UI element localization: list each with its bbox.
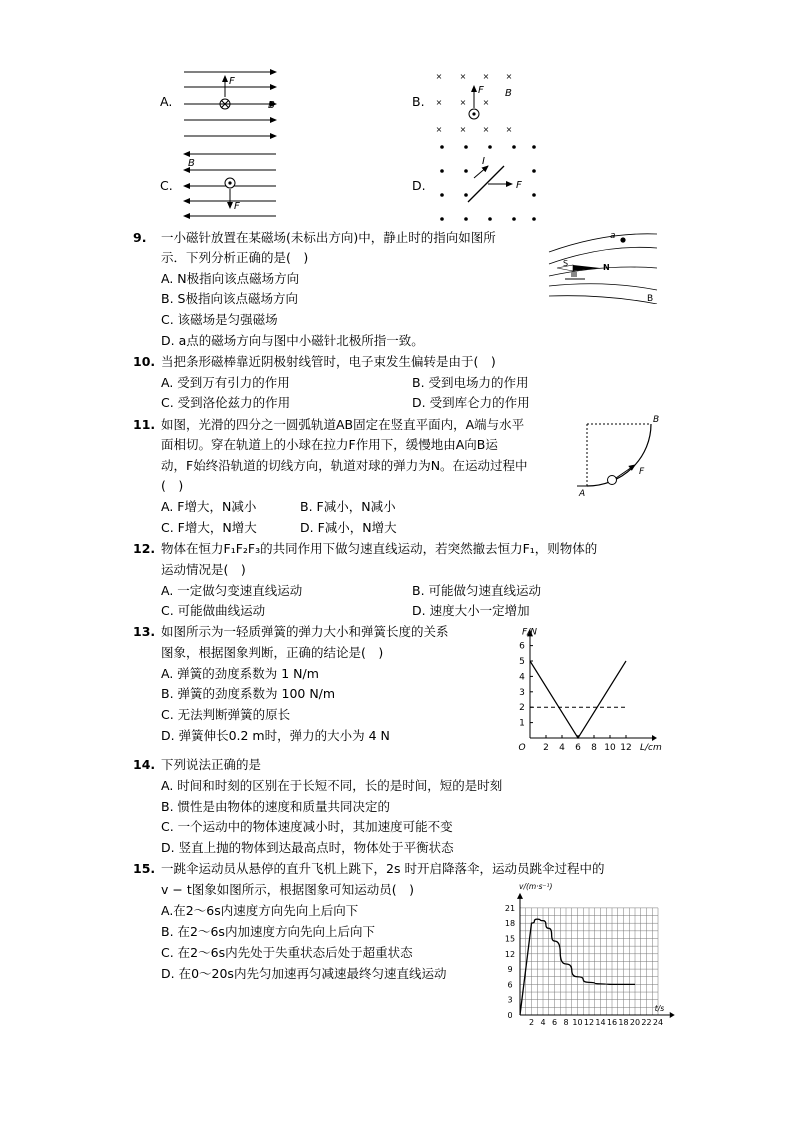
option-b: B. 可能做匀速直线运动 [412, 583, 542, 598]
origin-label: 0 [507, 1011, 513, 1020]
y-tick-label: 12 [504, 949, 516, 959]
x-tick-label: 12 [620, 743, 632, 753]
fig-option-a [160, 62, 290, 147]
y-tick-label: 21 [504, 903, 516, 913]
option-b-label: B. [412, 94, 425, 109]
svg-text:×: × [435, 98, 443, 107]
velocity-time-chart [498, 880, 680, 1030]
option-c-label: C. [160, 178, 173, 193]
magnetic-field-figure [545, 224, 660, 304]
svg-text:×: × [435, 72, 443, 81]
y-tick-label: 5 [519, 657, 525, 667]
question-number: 15. [133, 861, 156, 876]
force-label: F [229, 76, 235, 87]
option-b: B. 弹簧的劲度系数为 100 N/m [161, 686, 336, 701]
x-tick-label: 14 [595, 1018, 606, 1027]
option-c: C. 该磁场是匀强磁场 [161, 312, 278, 327]
force-label: F [516, 180, 522, 191]
question-stem: 如图，光滑的四分之一圆弧轨道AB固定在竖直平面内，A端与水平 [161, 417, 525, 432]
svg-text:×: × [482, 98, 490, 107]
point-b-label: B [647, 294, 654, 304]
question-stem: 下列说法正确的是 [161, 757, 262, 772]
question-number: 14. [133, 757, 156, 772]
question-stem: 物体在恒力F₁F₂F₃的共同作用下做匀速直线运动，若突然撤去恒力F₁，则物体的 [161, 541, 598, 556]
force-label: F [639, 467, 645, 477]
y-tick-label: 6 [507, 980, 513, 990]
x-tick-label: 8 [563, 1018, 569, 1027]
point-a-label: a [610, 231, 616, 241]
option-a: A. 弹簧的劲度系数为 1 N/m [161, 666, 319, 681]
option-d: D. 竖直上抛的物体到达最高点时，物体处于平衡状态 [161, 840, 454, 855]
question-stem: 如图所示为一轻质弹簧的弹力大小和弹簧长度的关系 [161, 624, 449, 639]
force-label: F [234, 201, 240, 212]
option-c: C. F增大，N增大 [161, 520, 257, 535]
diagram-d [412, 140, 542, 225]
x-tick-label: 16 [606, 1018, 618, 1027]
question-number: 13. [133, 624, 156, 639]
y-tick-label: 15 [504, 934, 516, 944]
option-a-label: A. [160, 94, 173, 109]
question-stem: 运动情况是( ) [161, 562, 246, 577]
series-line [530, 661, 626, 738]
option-d: D. 速度大小一定增加 [412, 603, 530, 618]
svg-text:×: × [505, 125, 513, 134]
x-axis-label: t/s [654, 1004, 665, 1013]
svg-text:×: × [482, 72, 490, 81]
svg-text:×: × [459, 98, 467, 107]
force-label: F [478, 85, 484, 96]
question-stem: 示．下列分析正确的是( ) [161, 250, 309, 265]
x-tick-label: 2 [528, 1018, 535, 1027]
diagram-b [412, 68, 542, 138]
x-tick-label: 24 [652, 1018, 664, 1027]
x-tick-label: 22 [641, 1018, 652, 1027]
x-tick-label: 10 [604, 743, 616, 753]
option-d: D. F减小，N增大 [300, 520, 397, 535]
question-stem: 一跳伞运动员从悬停的直升飞机上跳下，2s 时开启降落伞，运动员跳伞过程中的 [161, 861, 605, 876]
x-tick-label: 12 [583, 1018, 595, 1027]
option-a: A.在2～6s内速度方向先向上后向下 [161, 903, 359, 918]
question-number: 9. [133, 230, 147, 245]
y-axis-label: v/(m·s⁻¹) [519, 882, 553, 891]
x-tick-label: 18 [618, 1018, 629, 1027]
fig-option-d [412, 140, 542, 225]
field-label: B [188, 158, 195, 169]
point-a-label: A [579, 489, 586, 499]
x-axis-label: L/cm [640, 743, 662, 753]
y-axis-label: F/N [522, 627, 537, 638]
field-label: B [505, 88, 512, 99]
question-stem: ( ) [161, 478, 184, 493]
y-tick-label: 1 [519, 718, 525, 729]
y-tick-label: 3 [519, 687, 525, 698]
x-tick-label: 6 [551, 1018, 558, 1027]
option-a: A. F增大，N减小 [161, 499, 257, 514]
option-d: D. 在0～20s内先匀加速再匀减速最终匀速直线运动 [161, 966, 447, 981]
option-b: B. 在2～6s内加速度方向先向上后向下 [161, 924, 375, 939]
option-b: B. 惯性是由物体的速度和质量共同决定的 [161, 799, 391, 814]
question-number: 11. [133, 417, 156, 432]
option-d: D. 受到库仑力的作用 [412, 395, 530, 410]
north-pole-label: N [603, 263, 610, 272]
option-b: B. 受到电场力的作用 [412, 375, 529, 390]
option-c: C. 在2～6s内先处于失重状态后处于超重状态 [161, 945, 413, 960]
question-stem: v − t图象如图所示，根据图象可知运动员( ) [161, 882, 414, 897]
question-number: 12. [133, 541, 156, 556]
point-b-label: B [653, 415, 660, 425]
svg-text:×: × [435, 125, 443, 134]
x-tick-label: 4 [559, 743, 565, 753]
spring-force-chart [500, 620, 665, 755]
question-stem: 图象，根据图象判断，正确的结论是( ) [161, 645, 384, 660]
y-axis-arrow [517, 893, 523, 899]
fig-option-b [412, 68, 542, 138]
origin-label: O [518, 743, 526, 753]
arc-track-figure [575, 412, 665, 500]
option-d: D. 弹簧伸长0.2 m时，弹力的大小为 4 N [161, 728, 390, 743]
option-a: A. 时间和时刻的区别在于长短不同，长的是时间，短的是时刻 [161, 778, 503, 793]
option-b: B. F减小，N减小 [300, 499, 396, 514]
option-b: B. S极指向该点磁场方向 [161, 291, 298, 306]
question-stem: 面相切。穿在轨道上的小球在拉力F作用下，缓慢地由A向B运 [161, 437, 498, 452]
x-tick-label: 10 [572, 1018, 583, 1027]
current-label: I [482, 156, 485, 167]
y-tick-label: 2 [519, 703, 525, 714]
svg-text:×: × [459, 72, 467, 81]
option-c: C. 无法判断弹簧的原长 [161, 707, 291, 722]
question-stem: 一小磁针放置在某磁场(未标出方向)中，静止时的指向如图所 [161, 230, 496, 245]
option-a: A. N极指向该点磁场方向 [161, 271, 300, 286]
fig-option-c [160, 150, 290, 222]
diagram-c [160, 150, 290, 222]
x-tick-label: 4 [540, 1018, 546, 1027]
svg-text:×: × [459, 125, 467, 134]
option-d: D. a点的磁场方向与图中小磁针北极所指一致。 [161, 333, 424, 348]
svg-text:×: × [505, 72, 513, 81]
y-tick-label: 6 [519, 641, 525, 652]
x-axis-arrow [670, 1012, 675, 1018]
x-tick-label: 20 [629, 1018, 641, 1027]
svg-text:×: × [482, 125, 490, 134]
option-a: A. 一定做匀变速直线运动 [161, 583, 303, 598]
field-label: B [268, 100, 275, 111]
option-c: C. 可能做曲线运动 [161, 603, 266, 618]
x-tick-label: 8 [591, 743, 597, 753]
option-c: C. 受到洛伦兹力的作用 [161, 395, 291, 410]
x-tick-label: 2 [543, 743, 549, 753]
question-stem: 当把条形磁棒靠近阴极射线管时，电子束发生偏转是由于( ) [161, 354, 496, 369]
question-stem: 动，F始终沿轨道的切线方向，轨道对球的弹力为N。在运动过程中 [161, 458, 528, 473]
y-tick-label: 3 [507, 995, 513, 1005]
option-d-label: D. [412, 178, 426, 193]
y-tick-label: 18 [504, 919, 516, 929]
diagram-a [160, 62, 290, 147]
y-tick-label: 4 [519, 672, 525, 683]
y-tick-label: 9 [507, 965, 513, 975]
option-a: A. 受到万有引力的作用 [161, 375, 290, 390]
option-c: C. 一个运动中的物体速度减小时，其加速度可能不变 [161, 819, 453, 834]
x-tick-label: 6 [575, 743, 581, 753]
x-axis-arrow [652, 735, 657, 741]
south-pole-label: S [563, 259, 569, 268]
question-number: 10. [133, 354, 156, 369]
